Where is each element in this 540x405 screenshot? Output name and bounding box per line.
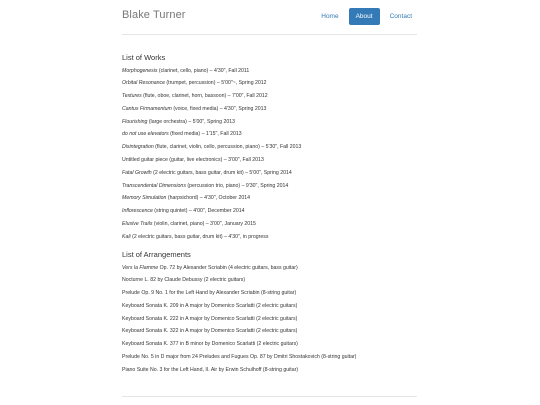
list-item <box>122 351 356 364</box>
item-details: (2 electric guitars) <box>202 277 246 284</box>
item-details: (8-string guitar) <box>259 290 297 297</box>
item-details: (8-string guitar) <box>319 354 357 361</box>
item-title: Textures <box>122 93 142 100</box>
list-item <box>122 218 301 231</box>
item-details: (2 electric guitars, bass guitar, drum kit) – 5'00", Spring 2014 <box>151 169 292 176</box>
item-title: Elusive Trails <box>122 221 153 228</box>
nav-bar <box>311 8 417 25</box>
item-title: Keyboard Sonata K. 209 in A major by Domenico Scarlatti <box>122 302 255 309</box>
nav-contact-link[interactable]: Contact <box>389 13 412 20</box>
list-item <box>122 231 301 244</box>
list-item <box>122 300 356 313</box>
list-item <box>122 364 356 377</box>
item-title: Flourishing <box>122 118 148 125</box>
item-details: (large orchestra) – 5'00", Spring 2013 <box>147 118 235 125</box>
nav-home-link[interactable]: Home <box>321 13 339 20</box>
item-details: (harpsichord) – 4'30", October 2014 <box>166 195 250 202</box>
arrangements-heading: List of Arrangements <box>122 250 191 259</box>
item-details: (2 electric guitars) <box>254 302 298 309</box>
item-details: (guitar, live electronics) – 3'00", Fall 2013 <box>167 157 264 164</box>
item-title: Memory Simulation <box>122 195 167 202</box>
item-details: (flute, oboe, clarinet, horn, bassoon) – 7'00", Fall 2012 <box>141 93 268 100</box>
item-details: (2 electric guitars, bass guitar, drum kit) – 4'30", in progress <box>130 233 269 240</box>
item-title: Piano Suite No. 3 for the Left Hand, II. Air by Erwin Schulhoff <box>122 366 262 373</box>
list-item <box>122 287 356 300</box>
item-details: (2 electric guitars) <box>254 315 298 322</box>
item-details: (8-string guitar) <box>261 366 299 373</box>
item-title: Prelude Op. 9 No. 1 for the Left Hand by Alexander Scriabin <box>122 290 260 297</box>
list-item <box>122 325 356 338</box>
item-title: Vers la Flamme <box>122 264 159 271</box>
works-list <box>122 65 301 244</box>
item-details: (2 electric guitars) <box>254 328 298 335</box>
item-details: (2 electric guitars) <box>255 341 298 348</box>
item-title: Keyboard Sonata K. 222 in A major by Domenico Scarlatti <box>122 315 255 322</box>
item-title: Morphogenesis <box>122 67 158 74</box>
nav-about-link[interactable]: About <box>349 8 380 25</box>
item-title: Disintegration <box>122 144 154 151</box>
list-item <box>122 274 356 287</box>
item-title: Keyboard Sonata K. 322 in A major by Domenico Scarlatti <box>122 328 255 335</box>
item-title: do not use elevators <box>122 131 169 138</box>
item-title: Untitled guitar piece <box>122 157 168 164</box>
list-item <box>122 167 301 180</box>
list-item <box>122 103 301 116</box>
item-details: (string quintet) – 4'00", December 2014 <box>152 208 245 215</box>
item-title: Transcendental Dimensions <box>122 182 186 189</box>
item-title: Keyboard Sonata K. 377 in B minor by Domenico Scarlatti <box>122 341 256 348</box>
list-item <box>122 180 301 193</box>
list-item <box>122 116 301 129</box>
item-title: Kali <box>122 233 131 240</box>
item-details: (flute, clarinet, violin, cello, percussion, piano) – 5'30", Fall 2013 <box>153 144 302 151</box>
item-details: (percussion trio, piano) – 9'30", Spring 2014 <box>185 182 289 189</box>
item-details: (trumpet, percussion) – 5'00"~, Spring 2012 <box>164 80 267 87</box>
footer-divider <box>122 396 417 397</box>
list-item <box>122 338 356 351</box>
list-item <box>122 65 301 78</box>
list-item <box>122 128 301 141</box>
list-item <box>122 205 301 218</box>
site-header <box>122 0 417 35</box>
list-item <box>122 313 356 326</box>
item-details: (voice, fixed media) – 4'30", Spring 2013 <box>171 105 267 112</box>
item-title: Inflorescence <box>122 208 153 215</box>
item-title: Prelude No. 5 in D major from 24 Preludes and Fugues Op. 87 by Dmitri Shostakovich <box>122 354 320 361</box>
list-item <box>122 90 301 103</box>
item-details: (violin, clarinet, piano) – 3'00", January 2015 <box>152 221 256 228</box>
item-details: (fixed media) – 1'15", Fall 2013 <box>168 131 242 138</box>
site-brand[interactable]: Blake Turner <box>122 9 186 21</box>
item-title: Cantus Firmamentum <box>122 105 172 112</box>
item-title: Nocturne L. 82 by Claude Debussy <box>122 277 203 284</box>
list-item <box>122 154 301 167</box>
arrangements-list <box>122 262 356 377</box>
page-container <box>122 0 417 373</box>
list-item <box>122 262 356 275</box>
item-title: Orbital Resonance <box>122 80 165 87</box>
works-heading: List of Works <box>122 53 166 62</box>
list-item <box>122 141 301 154</box>
list-item <box>122 77 301 90</box>
list-item <box>122 192 301 205</box>
item-title: Fatal Growth <box>122 169 152 176</box>
item-details: Op. 72 by Alexander Scriabin (4 electric guitars, bass guitar) <box>158 264 298 271</box>
item-details: (clarinet, cello, piano) – 4'30", Fall 2011 <box>157 67 250 74</box>
